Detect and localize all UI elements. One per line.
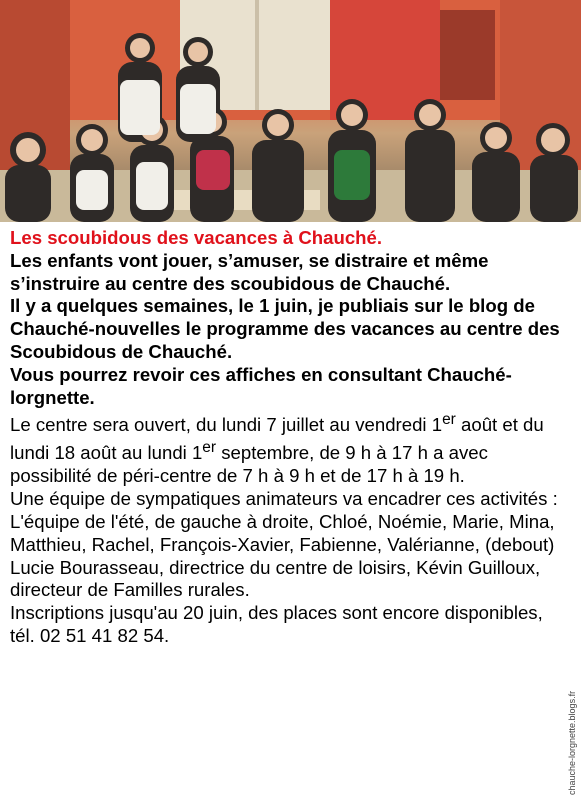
registration-info: Inscriptions jusqu'au 20 juin, des places sont encore disponibles, tél. 02 51 41 82 54. <box>10 602 543 646</box>
team-intro: Une équipe de sympatiques animateurs va encadrer ces activités : <box>10 488 558 510</box>
watermark-text: chauche-lorgnette.blogs.fr <box>567 690 577 795</box>
group-photo-illustration <box>0 0 581 222</box>
intro-paragraph: Vous pourrez revoir ces affiches en consultant Chauché-lorgnette. <box>10 363 512 408</box>
schedule-text: septembre, de 9 h à 17 h a avec possibilité de péri-centre de 7 h à 9 h et de 17 h à 19 h. <box>10 442 488 487</box>
intro-paragraph: Il y a quelques semaines, le 1 juin, je publiais sur le blog de Chauché-nouvelles le programme des vacances au centre des Scoubidous de Chauché. <box>10 295 560 362</box>
group-photo <box>0 0 581 222</box>
article-text <box>10 227 572 648</box>
blog-watermark <box>565 645 579 795</box>
ordinal-suffix: er <box>442 411 456 429</box>
team-names: L'équipe de l'été, de gauche à droite, Chloé, Noémie, Marie, Mina, Matthieu, Rachel, François-Xavier, Fabienne, Valérianne, (debout) Lucie Bourasseau, directrice du centre de loisirs, Kévin Guilloux, directeur de Familles rurales. <box>10 510 555 601</box>
schedule-paragraph <box>10 409 572 488</box>
schedule-text: Le centre sera ouvert, du lundi 7 juillet au vendredi 1 <box>10 414 443 436</box>
article-title: Les scoubidous des vacances à Chauché. <box>10 227 383 248</box>
schedule-text: août et du lundi 18 août au lundi 1 <box>10 414 544 464</box>
intro-paragraph: Les enfants vont jouer, s’amuser, se distraire et même s’instruire au centre des scoubidous de Chauché. <box>10 249 489 294</box>
ordinal-suffix: er <box>202 439 217 457</box>
